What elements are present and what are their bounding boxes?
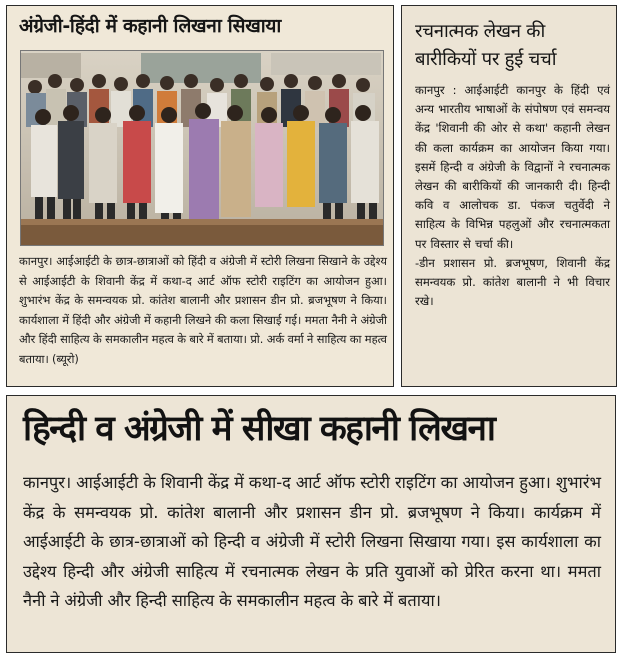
clipping-2-paragraph: कानपुर : आईआईटी कानपुर के हिंदी एवं अन्य भारतीय भाषाओं के संपोषण एवं समन्वय केंद्र 'शिवानी की ओर से कथा' कहानी लेखन की कला कार्यक्रम का आयोजन किया गया। इसमें हिन्दी व अंग्रेजी के विद्वानों ने रचनात्मक लेखन की बारीकियों की जानकारी दी। हिन्दी कवि व आलोचक डा. पंकज चतुर्वेदी ने साहित्य के विभिन्न पहलुओं और रचनात्मकता पर विस्तार से चर्चा की।	[415, 83, 610, 251]
clipping-1-headline: अंग्रेजी-हिंदी में कहानी लिखना सिखाया	[19, 15, 282, 37]
clipping-1-body: कानपुर। आईआईटी के छात्र-छात्राओं को हिंदी व अंग्रेजी में स्टोरी लिखना सिखाने के उद्देश्य से आईआईटी के शिवानी केंद्र में कथा-द आर्ट ऑफ स्टोरी राइटिंग का आयोजन हुआ। शुभारंभ केंद्र के समन्वयक प्रो. कांतेश बालानी और प्रशासन डीन प्रो. ब्रजभूषण ने किया। कार्यशाला में हिंदी और अंग्रेजी में कहानी लिखने की कला सिखाई गई। ममता नैनी ने अंग्रेजी और हिंदी साहित्य के समकालीन महत्व के बारे में बताया। प्रो. अर्क वर्मा ने साहित्य का महत्व बताया। (ब्यूरो)	[19, 254, 387, 366]
group-photo	[20, 50, 384, 246]
clipping-2-body	[415, 81, 610, 311]
news-clipping-2	[401, 5, 617, 387]
clipping-3-body: कानपुर। आईआईटी के शिवानी केंद्र में कथा-द आर्ट ऑफ स्टोरी राइटिंग का आयोजन हुआ। शुभारंभ केंद्र के समन्वयक प्रो. कांतेश बालानी और प्रशासन डीन प्रो. ब्रजभूषण ने किया। कार्यक्रम में आईआईटी के छात्र-छात्राओं को हिन्दी व अंग्रेजी में स्टोरी लिखना सिखाया गया। इस कार्यशाला का उद्देश्य हिन्दी और अंग्रेजी साहित्य में रचनात्मक लेखन के प्रति युवाओं को प्रेरित करना था। ममता नैनी ने अंग्रेजी और हिन्दी साहित्य के समकालीन महत्व के बारे में बताया।	[23, 473, 601, 610]
clipping-3-headline: हिन्दी व अंग्रेजी में सीखा कहानी लिखना	[23, 409, 495, 449]
clipping-2-headline: रचनात्मक लेखन की बारीकियों पर हुई चर्चा	[415, 21, 557, 70]
group-photo-image	[21, 51, 383, 245]
news-clipping-3	[6, 395, 616, 653]
news-clipping-1	[6, 5, 394, 387]
clipping-2-paragraph: -डीन प्रशासन प्रो. ब्रजभूषण, शिवानी केंद्र समन्वयक प्रो. कांतेश बालानी ने भी विचार रखे।	[415, 255, 610, 309]
